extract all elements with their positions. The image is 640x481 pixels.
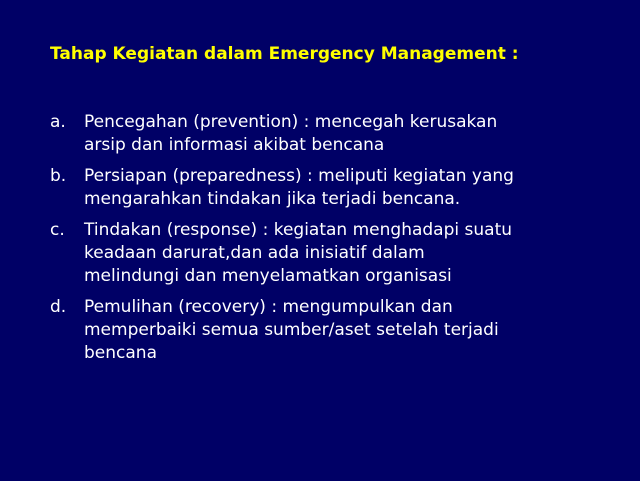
list-item-text: Persiapan (preparedness) : meliputi kegiatan yang mengarahkan tindakan jika terjadi bencana. <box>84 166 514 209</box>
list-item-response <box>50 219 630 288</box>
slide-title: Tahap Kegiatan dalam Emergency Management : <box>50 44 519 64</box>
list-marker: c. <box>50 220 65 240</box>
list-item-recovery <box>50 296 630 365</box>
list-item-preparedness <box>50 165 630 211</box>
list-item-text: Pencegahan (prevention) : mencegah kerusakan arsip dan informasi akibat bencana <box>84 112 498 155</box>
list-item-text: Pemulihan (recovery) : mengumpulkan dan memperbaiki semua sumber/aset setelah terjadi bencana <box>84 297 499 363</box>
list-marker: d. <box>50 297 67 317</box>
list-marker: b. <box>50 166 67 186</box>
list-item-prevention <box>50 111 630 157</box>
list-item-text: Tindakan (response) : kegiatan menghadapi suatu keadaan darurat,dan ada inisiatif dalam melindungi dan menyelamatkan organisasi <box>84 220 513 286</box>
list-marker: a. <box>50 112 66 132</box>
stage-list <box>50 111 630 373</box>
